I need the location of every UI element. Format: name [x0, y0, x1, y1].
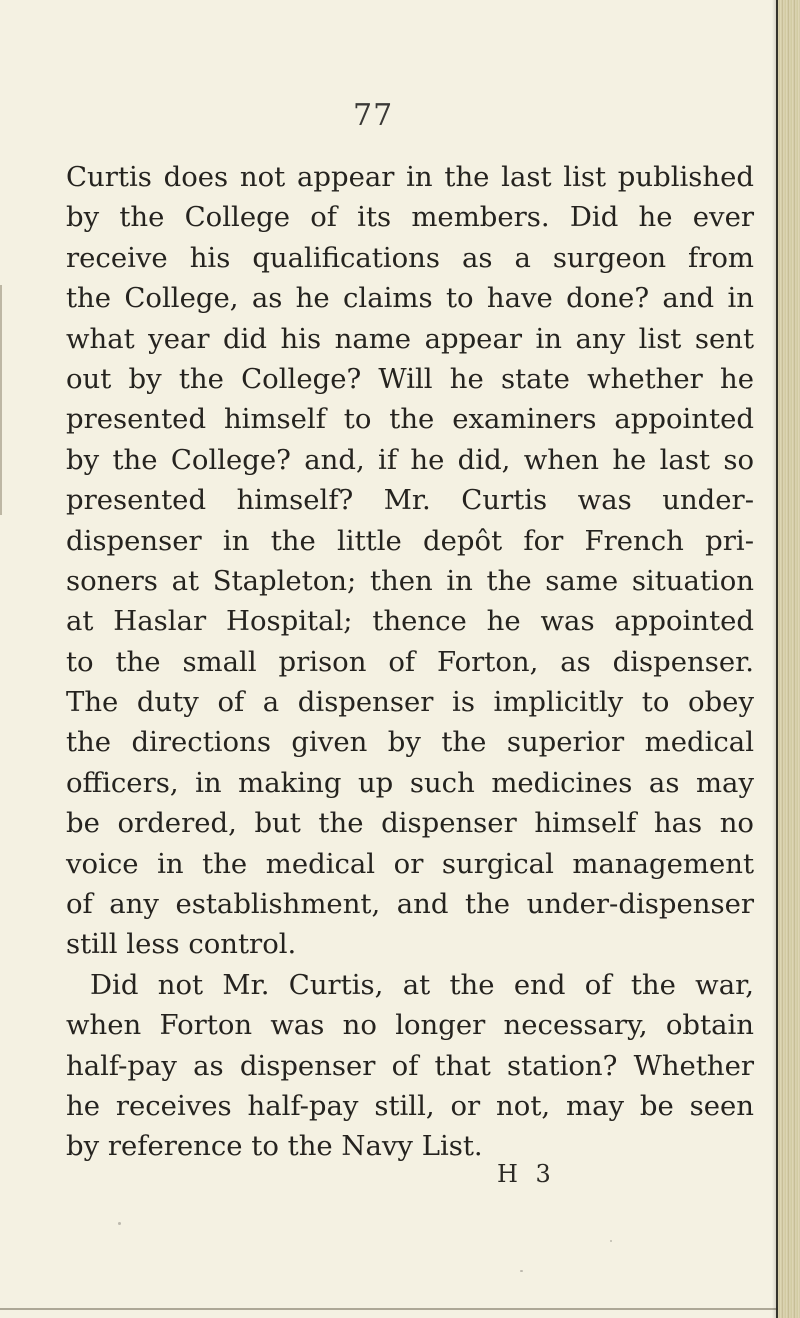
text-line: to the small prison of Forton, as dispenser. — [66, 645, 754, 678]
page-bottom-edge — [0, 1308, 778, 1310]
paper-speck — [118, 1222, 121, 1225]
text-line: still less control. — [66, 928, 297, 961]
text-line: the directions given by the superior medical — [66, 726, 754, 759]
text-line: what year did his name appear in any list sent — [66, 322, 754, 355]
text-line: at Haslar Hospital; thence he was appointed — [66, 605, 754, 638]
body-text — [66, 157, 754, 1167]
text-line: when Forton was no longer necessary, obtain — [66, 1009, 754, 1042]
text-line: soners at Stapleton; then in the same situation — [66, 564, 754, 597]
text-line: dispenser in the little depôt for French pri- — [66, 524, 754, 557]
text-line: The duty of a dispenser is implicitly to obey — [66, 686, 754, 719]
text-line: be ordered, but the dispenser himself has no — [66, 807, 754, 840]
text-line: by the College of its members. Did he ever — [66, 201, 754, 234]
text-line: officers, in making up such medicines as may — [66, 766, 754, 799]
text-line: the College, as he claims to have done? and in — [66, 282, 754, 315]
paper-speck — [520, 1270, 523, 1272]
left-margin-mark — [0, 285, 2, 515]
text-line: by reference to the Navy List. — [66, 1130, 483, 1163]
text-line: out by the College? Will he state whether he — [66, 362, 754, 395]
paragraph-1 — [66, 157, 754, 965]
text-line: he receives half-pay still, or not, may be seen — [66, 1089, 754, 1122]
text-line: presented himself to the examiners appointed — [66, 403, 754, 436]
text-line: by the College? and, if he did, when he last so — [66, 443, 754, 476]
text-line: half-pay as dispenser of that station? Whether — [66, 1049, 754, 1082]
text-line: voice in the medical or surgical management — [66, 847, 754, 880]
text-line: Curtis does not appear in the last list published — [66, 161, 754, 193]
text-line: receive his qualifications as a surgeon from — [66, 241, 754, 274]
text-line: presented himself? Mr. Curtis was under- — [66, 484, 754, 517]
page-number: 77 — [353, 98, 394, 133]
text-line: of any establishment, and the under-dispenser — [66, 888, 754, 921]
signature-mark: H 3 — [497, 1160, 556, 1188]
paragraph-2 — [66, 965, 754, 1167]
paper-speck — [610, 1240, 612, 1242]
text-line: Did not Mr. Curtis, at the end of the war, — [90, 968, 754, 1001]
book-fore-edge — [776, 0, 800, 1318]
